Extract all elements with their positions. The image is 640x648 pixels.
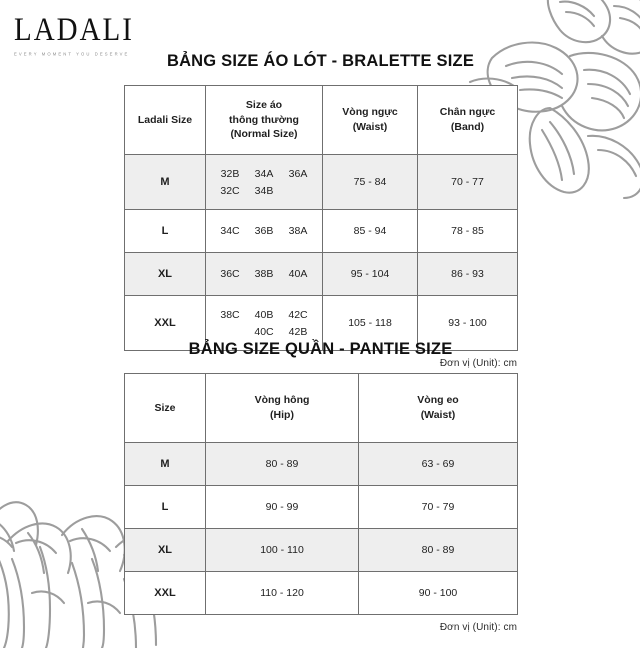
header-bust-line2: (Waist) xyxy=(352,121,388,133)
header-bust-line1: Vòng ngực xyxy=(342,106,398,119)
cell-size: XL xyxy=(125,529,206,572)
pantie-size-section xyxy=(124,340,517,633)
cell-hip: 90 - 99 xyxy=(206,486,359,529)
header-hip-line2: (Hip) xyxy=(270,409,294,421)
cup-value: 36C xyxy=(220,268,240,280)
table-row xyxy=(125,529,518,572)
table-header-row xyxy=(125,374,518,443)
cup-value: 38A xyxy=(288,225,308,237)
cell-normal-size xyxy=(206,253,323,296)
cell-band: 86 - 93 xyxy=(418,253,518,296)
pantie-table-title: BẢNG SIZE QUẦN - PANTIE SIZE xyxy=(188,340,453,358)
cup-value: 42B xyxy=(288,325,308,338)
cell-band: 93 - 100 xyxy=(418,296,518,351)
header-size-label: Size xyxy=(154,401,176,414)
cell-size: L xyxy=(125,486,206,529)
cell-bust: 75 - 84 xyxy=(323,155,418,210)
table-row xyxy=(125,210,518,253)
cell-waist: 63 - 69 xyxy=(359,443,518,486)
cup-value: 40A xyxy=(288,268,308,280)
cell-size: M xyxy=(125,155,206,210)
header-waist-line2: (Waist) xyxy=(420,409,456,421)
table-row xyxy=(125,443,518,486)
cup-value: 34A xyxy=(254,167,274,180)
cell-waist: 90 - 100 xyxy=(359,572,518,615)
pantie-unit-note: Đơn vị (Unit): cm xyxy=(439,622,517,633)
pantie-table-body xyxy=(125,443,518,615)
cell-size: L xyxy=(125,210,206,253)
brand-wordmark: LADALI xyxy=(14,11,134,48)
cell-band: 70 - 77 xyxy=(418,155,518,210)
cup-value: 34B xyxy=(254,184,274,197)
bralette-table-title: BẢNG SIZE ÁO LÓT - BRALETTE SIZE xyxy=(166,52,475,70)
header-normal-size-line3: (Normal Size) xyxy=(230,128,298,141)
cell-hip: 110 - 120 xyxy=(206,572,359,615)
pantie-size-table xyxy=(124,373,518,615)
cup-value: 34C xyxy=(220,225,240,237)
cup-value: 32B xyxy=(220,167,240,180)
cup-value: 36A xyxy=(288,167,308,180)
table-row xyxy=(125,486,518,529)
cell-bust: 95 - 104 xyxy=(323,253,418,296)
header-band-line1: Chân ngực xyxy=(439,106,496,119)
cell-bust: 105 - 118 xyxy=(323,296,418,351)
brand-logo xyxy=(14,11,134,57)
cell-size: XL xyxy=(125,253,206,296)
cell-normal-size xyxy=(206,155,323,210)
cell-hip: 80 - 89 xyxy=(206,443,359,486)
table-header-row xyxy=(125,86,518,155)
pantie-table-header xyxy=(125,374,518,443)
cup-value: 36B xyxy=(254,225,274,237)
bralette-table-body xyxy=(125,155,518,351)
bralette-unit-note: Đơn vị (Unit): cm xyxy=(439,358,517,369)
cell-normal-size xyxy=(206,210,323,253)
bralette-table-header xyxy=(125,86,518,155)
table-row xyxy=(125,572,518,615)
cup-value: 38B xyxy=(254,268,274,280)
cup-value: 42C xyxy=(288,308,308,321)
header-normal-size-line2: thông thường xyxy=(229,113,299,126)
cell-band: 78 - 85 xyxy=(418,210,518,253)
header-bust xyxy=(323,86,418,155)
cup-value: 40B xyxy=(254,308,274,321)
cell-hip: 100 - 110 xyxy=(206,529,359,572)
cell-size: XXL xyxy=(125,296,206,351)
header-hip xyxy=(206,374,359,443)
cup-value: 32C xyxy=(220,184,240,197)
bralette-size-section xyxy=(124,52,517,369)
cup-value: 40C xyxy=(254,325,274,338)
cell-waist: 80 - 89 xyxy=(359,529,518,572)
header-ladali-size-label: Ladali Size xyxy=(137,113,193,126)
header-band-line2: (Band) xyxy=(450,121,485,133)
cell-waist: 70 - 79 xyxy=(359,486,518,529)
header-normal-size-line1: Size áo xyxy=(245,98,283,111)
table-row xyxy=(125,155,518,210)
header-waist-line1: Vòng eo xyxy=(417,394,459,407)
cup-value: 38C xyxy=(220,308,240,321)
header-size xyxy=(125,374,206,443)
header-band xyxy=(418,86,518,155)
cell-size: XXL xyxy=(125,572,206,615)
brand-tagline: EVERY MOMENT YOU DESERVE xyxy=(14,51,130,57)
bralette-size-table xyxy=(124,85,518,351)
cup-value-empty xyxy=(281,185,315,197)
header-hip-line1: Vòng hông xyxy=(254,394,310,407)
cell-size: M xyxy=(125,443,206,486)
header-ladali-size xyxy=(125,86,206,155)
header-normal-size xyxy=(206,86,323,155)
header-waist xyxy=(359,374,518,443)
cell-bust: 85 - 94 xyxy=(323,210,418,253)
table-row xyxy=(125,253,518,296)
